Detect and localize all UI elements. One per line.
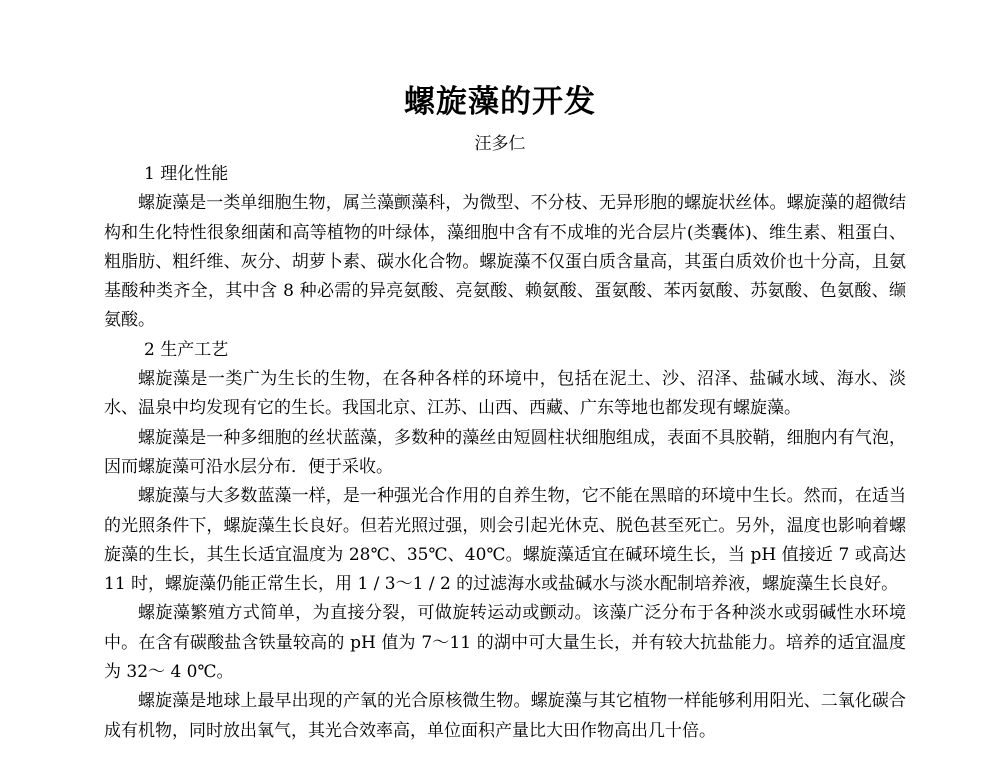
section-heading: 1 理化性能 — [144, 164, 229, 184]
document-author: 汪多仁 — [474, 134, 526, 154]
paragraph: 螺旋藻繁殖方式简单，为直接分裂，可做旋转运动或颤动。该藻广泛分布于各种淡水或弱碱性水环境中。在含有碳酸盐含铁量较高的 pH 值为 7～11 的湖中可大量生长，并有较大抗盐能力。培养的适宜温度为 32～ 4 0℃。 — [104, 603, 906, 683]
section-heading: 2 生产工艺 — [144, 339, 229, 360]
paragraph: 螺旋藻是地球上最早出现的产氧的光合原核微生物。螺旋藻与其它植物一样能够利用阳光、二氧化碳合成有机物，同时放出氧气，其光合效率高，单位面积产量比大田作物高出几十倍。 — [104, 691, 906, 741]
document-body — [104, 160, 906, 746]
section-production — [104, 336, 906, 746]
paragraph: 螺旋藻与大多数蓝藻一样，是一种强光合作用的自养生物，它不能在黑暗的环境中生长。然而，在适当的光照条件下，螺旋藻生长良好。但若光照过强，则会引起光休克、脱色甚至死亡。另外，温度也影响着螺旋藻的生长，其生长适宜温度为 28℃、35℃、40℃。螺旋藻适宜在碱环境生长，当 pH 值接近 7 或高达 11 时，螺旋藻仍能正常生长，用 1 / 3～1 / 2 的过滤海水或盐碱水与淡水配制培养液，螺旋藻生长良好。 — [104, 486, 906, 595]
paragraph: 螺旋藻是一类广为生长的生物，在各种各样的环境中，包括在泥土、沙、沼泽、盐碱水域、海水、淡水、温泉中均发现有它的生长。我国北京、江苏、山西、西藏、广东等地也都发现有螺旋藻。 — [104, 369, 906, 419]
paragraph: 螺旋藻是一类单细胞生物，属兰藻颤藻科，为微型、不分枝、无异形胞的螺旋状丝体。螺旋藻的超微结构和生化特性很象细菌和高等植物的叶绿体，藻细胞中含有不成堆的光合层片(类囊体)、维生素、粗蛋白、粗脂肪、粗纤维、灰分、胡萝卜素、碳水化合物。螺旋藻不仅蛋白质含量高，其蛋白质效价也十分高，且氨基酸种类齐全，其中含 8 种必需的异亮氨酸、亮氨酸、赖氨酸、蛋氨酸、苯丙氨酸、苏氨酸、色氨酸、缬氨酸。 — [104, 193, 906, 331]
document-title: 螺旋藻的开发 — [404, 84, 596, 120]
section-physicochemical — [104, 160, 906, 336]
paragraph: 螺旋藻是一种多细胞的丝状蓝藻，多数种的藻丝由短圆柱状细胞组成，表面不具胶鞘，细胞内有气泡，因而螺旋藻可沿水层分布．便于采收。 — [104, 427, 906, 477]
